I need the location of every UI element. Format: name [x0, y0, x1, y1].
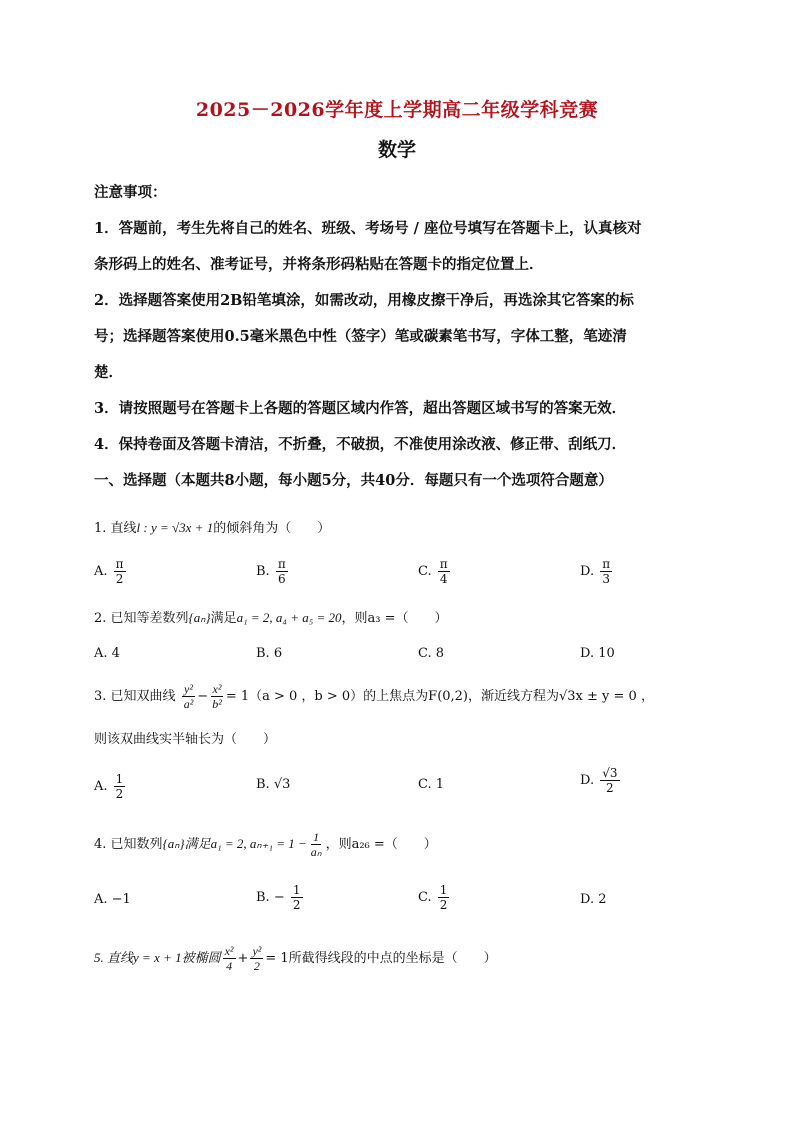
fraction-denominator: 2: [115, 572, 124, 586]
fraction-denominator: 4: [439, 572, 448, 586]
question-text: 的倾斜角为（ ）: [213, 521, 331, 536]
question-text: ，则a₂₆ =（ ）: [325, 837, 437, 852]
fraction-numerator: π: [277, 557, 286, 571]
fraction-numerator: x²: [212, 682, 222, 696]
option-label: C.: [418, 890, 432, 905]
option-b: B. √3: [256, 777, 291, 792]
question-3: 3. 已知双曲线 $\frac{\text{y²}}{\text{a²}}$ − $\frac{\text{x²}}{\text{b²}}$ = 1（a > 0 ，b > 0）的上焦点为F(0,2)，渐近线方程为√3x ± y = 0 ，: [94, 682, 654, 711]
note-line: 号；选择题答案使用0.5毫米黑色中性（签字）笔或碳素笔书写，字体工整，笔迹清: [94, 328, 627, 345]
option-b: B. 6: [256, 646, 283, 661]
note-line: 3．请按照题号在答题卡上各题的答题区域内作答，超出答题区域书写的答案无效．: [94, 400, 627, 417]
option-label: C.: [418, 564, 432, 579]
fraction-numerator: y²: [252, 944, 262, 958]
question-2: [94, 608, 448, 629]
question-text: 1. 直线: [94, 521, 137, 536]
math-expression: a₁ = 2, a₄ + a₅ = 20: [236, 610, 342, 625]
fraction-denominator: b²: [212, 697, 222, 711]
fraction-denominator: 2: [253, 959, 260, 973]
option-a: A. 4: [94, 646, 120, 661]
math-expression: 满足a₁ = 2, aₙ₊₁ = 1 −: [184, 836, 307, 851]
option-label: D.: [580, 564, 595, 579]
question-3-line-2: 则该双曲线实半轴长为（ ）: [94, 732, 277, 747]
fraction-denominator: a²: [183, 697, 194, 711]
question-text: 3. 已知双曲线: [94, 689, 176, 704]
question-text: 5. 直线y = x + 1被椭圆: [94, 950, 221, 965]
fraction-denominator: 2: [606, 781, 614, 795]
option-label: B. −: [256, 890, 285, 905]
question-text: = 1（a > 0 ，b > 0）的上焦点为F(0,2)，渐近线方程为√3x ± y = 0 ，: [225, 689, 654, 704]
option-d: D. 2: [580, 892, 607, 907]
question-4: [94, 830, 437, 859]
option-b: [256, 883, 305, 912]
option-c: C. 8: [418, 646, 445, 661]
question-text: 2. 已知等差数列: [94, 611, 189, 626]
fraction-numerator: π: [115, 557, 124, 571]
fraction-numerator: x²: [224, 944, 234, 958]
note-line: 2．选择题答案使用2B铅笔填涂，如需改动，用橡皮擦干净后，再选涂其它答案的标: [94, 292, 634, 309]
fraction-denominator: 6: [277, 572, 286, 586]
fraction-numerator: π: [439, 557, 448, 571]
option-c: C. 1: [418, 777, 445, 792]
option-b: [256, 557, 290, 586]
fraction-numerator: 1: [313, 830, 320, 844]
math-expression: l : y = √3x + 1: [136, 520, 214, 535]
option-d: [580, 557, 614, 586]
option-a: A. −1: [94, 892, 131, 907]
math-expression: {aₙ}: [188, 610, 211, 625]
fraction-denominator: 2: [115, 787, 124, 801]
note-line: 1．答题前，考生先将自己的姓名、班级、考场号 / 座位号填写在答题卡上，认真核对: [94, 220, 642, 237]
fraction-numerator: 1: [115, 772, 124, 786]
question-text: ，则a₃ =（ ）: [341, 611, 448, 626]
option-d: [580, 766, 622, 795]
section-heading: 一、选择题（本题共8小题，每小题5分，共40分．每题只有一个选项符合题意）: [94, 472, 613, 489]
note-line: 条形码上的姓名、准考证号，并将条形码粘贴在答题卡的指定位置上．: [94, 256, 544, 273]
fraction-denominator: 4: [226, 959, 233, 973]
fraction-numerator: π: [602, 557, 611, 571]
option-label: A.: [94, 779, 108, 794]
fraction-numerator: 1: [439, 883, 448, 897]
option-label: A.: [94, 564, 108, 579]
question-text: = 1所截得线段的中点的坐标是（ ）: [265, 951, 497, 966]
option-label: B.: [256, 564, 270, 579]
note-line: 楚．: [94, 364, 123, 381]
fraction-numerator: 1: [292, 883, 301, 897]
exam-title: 2025－2026学年度上学期高二年级学科竞赛: [195, 99, 599, 121]
math-expression: {aₙ}: [162, 836, 185, 851]
subject-title: 数学: [377, 139, 416, 161]
fraction-denominator: aₙ: [310, 845, 322, 859]
fraction-numerator: y²: [184, 682, 193, 696]
option-a: [94, 772, 127, 801]
fraction-denominator: 3: [602, 572, 610, 586]
question-text: 4. 已知数列: [94, 837, 163, 852]
option-c: [418, 557, 452, 586]
fraction-denominator: 2: [292, 898, 301, 912]
fraction-denominator: 2: [439, 898, 448, 912]
notes-heading: 注意事项：: [94, 184, 167, 201]
fraction-numerator: √3: [602, 766, 618, 780]
option-c: [418, 883, 451, 912]
question-1: [94, 518, 330, 539]
option-d: D. 10: [580, 646, 615, 661]
question-text: 满足: [210, 611, 237, 626]
option-a: [94, 557, 128, 586]
question-5: 5. 直线y = x + 1被椭圆 $\frac{\text{x²}}{4}$ + $\frac{\text{y²}}{2}$ = 1所截得线段的中点的坐标是（ ）: [94, 944, 497, 973]
note-line: 4．保持卷面及答题卡清洁，不折叠，不破损，不准使用涂改液、修正带、刮纸刀．: [94, 436, 627, 453]
option-label: D.: [580, 773, 595, 788]
